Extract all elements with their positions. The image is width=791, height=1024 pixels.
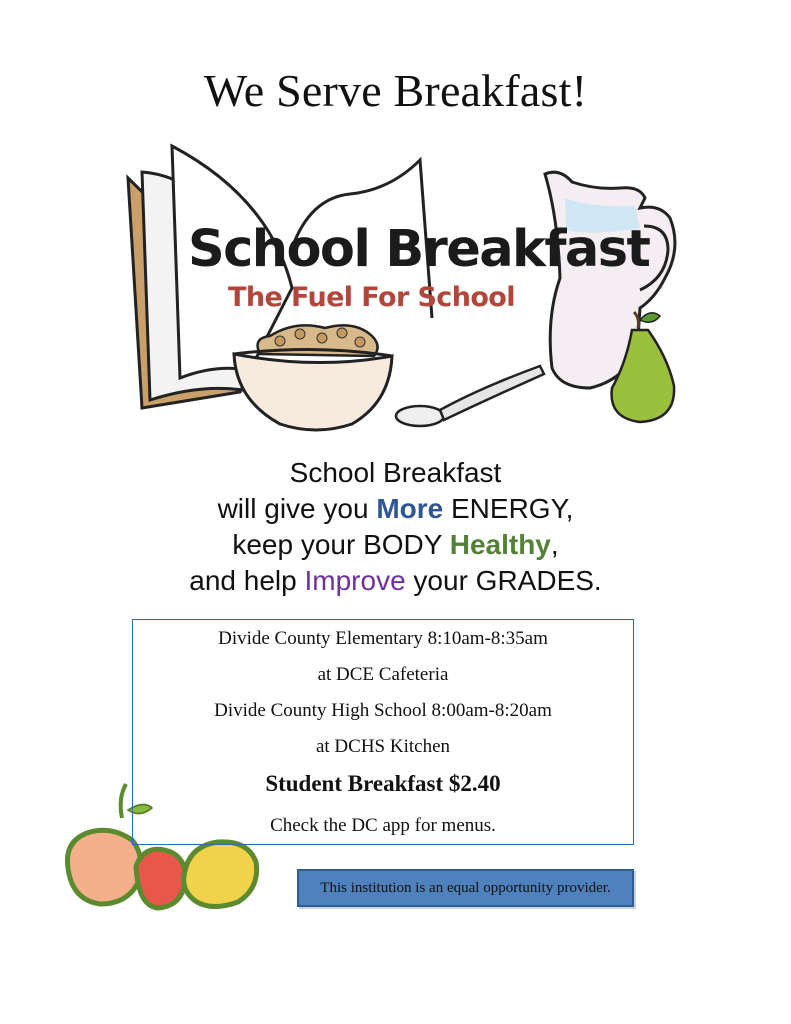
logo-title: School Breakfast <box>188 220 650 279</box>
highlight-healthy: Healthy <box>449 529 551 560</box>
high-school-hours: Divide County High School 8:00am-8:20am <box>214 700 552 721</box>
page-title: We Serve Breakfast! <box>203 65 588 116</box>
highlight-more: More <box>376 493 444 524</box>
high-school-location: at DCHS Kitchen <box>315 736 451 757</box>
message-line-3 <box>0 527 791 563</box>
benefits-message <box>0 455 791 599</box>
message-line-2 <box>0 491 791 527</box>
logo-subtitle: The Fuel For School <box>228 282 515 313</box>
highlight-improve: Improve <box>304 565 406 596</box>
equal-opportunity-notice: This institution is an equal opportunity provider. <box>297 869 634 907</box>
message-line-4 <box>0 563 791 599</box>
message-line-1: School Breakfast <box>289 457 502 488</box>
schedule-box <box>132 619 634 845</box>
message-line-3-post: , <box>550 529 559 560</box>
elementary-hours: Divide County Elementary 8:10am-8:35am <box>218 628 548 649</box>
cereal-bowl-icon <box>234 325 392 430</box>
spoon-icon <box>396 366 544 426</box>
message-line-4-post: your GRADES. <box>405 565 602 596</box>
message-line-4-pre: and help <box>189 565 305 596</box>
message-line-2-post: ENERGY, <box>443 493 574 524</box>
menus-note: Check the DC app for menus. <box>270 815 496 836</box>
message-line-2-pre: will give you <box>217 493 377 524</box>
elementary-location: at DCE Cafeteria <box>317 664 449 685</box>
breakfast-price: Student Breakfast $2.40 <box>265 771 501 796</box>
message-line-3-pre: keep your BODY <box>232 529 450 560</box>
